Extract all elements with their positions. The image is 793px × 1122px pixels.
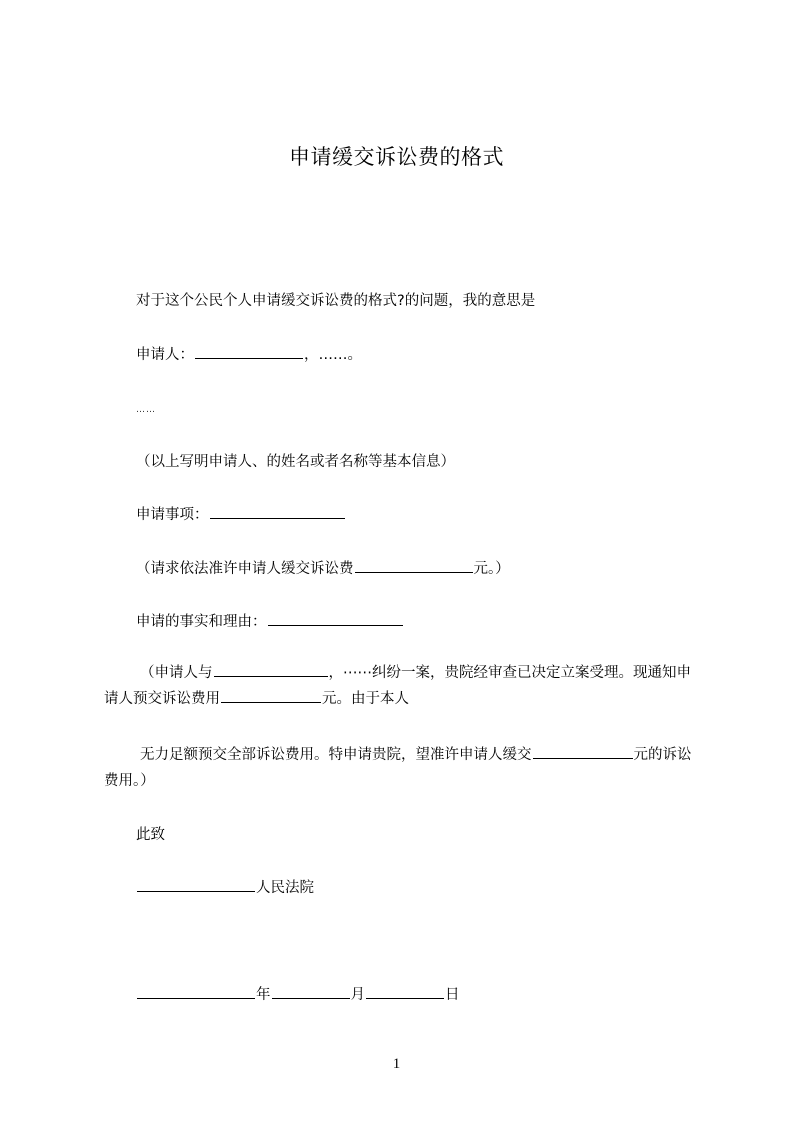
reason-blank xyxy=(268,612,403,626)
ellipsis-line: …… xyxy=(136,405,156,415)
court-suffix: 人民法院 xyxy=(256,880,314,896)
page-number: 1 xyxy=(392,1056,401,1072)
matter-blank xyxy=(210,505,345,519)
court-blank xyxy=(137,878,255,892)
prepay-amount-blank xyxy=(221,689,321,703)
date-month: 月 xyxy=(350,987,365,1003)
matter-line xyxy=(136,505,346,525)
applicant-blank xyxy=(195,345,303,359)
reason-paragraph-2 xyxy=(104,742,704,794)
matter-note-line xyxy=(136,559,510,579)
matter-note-pre: （请求依法准许申请人缓交诉讼费 xyxy=(136,561,354,577)
reason-p1-post: 元。由于本人 xyxy=(322,691,409,707)
defer-amount-blank xyxy=(533,745,633,759)
date-year: 年 xyxy=(256,987,271,1003)
reason-p1-mid: ，⋯⋯纠纷一案，贵院经审查已决定立案受理。现通知申请人预交诉讼费用 xyxy=(104,665,691,707)
date-line xyxy=(136,985,460,1005)
matter-label: 申请事项： xyxy=(136,507,209,523)
court-line xyxy=(136,878,314,898)
day-blank xyxy=(366,985,444,999)
date-day: 日 xyxy=(445,987,460,1003)
reason-p2-pre: 无力足额预交全部诉讼费用。特申请贵院，望准许申请人缓交 xyxy=(140,747,532,763)
matter-amount-blank xyxy=(355,559,473,573)
reason-line xyxy=(136,612,404,632)
applicant-label: 申请人： xyxy=(136,347,194,363)
applicant-line xyxy=(136,345,362,365)
month-blank xyxy=(272,985,350,999)
reason-paragraph-1 xyxy=(104,660,704,712)
applicant-tail: ，……。 xyxy=(304,347,362,363)
applicant-note: （以上写明申请人、的姓名或者名称等基本信息） xyxy=(136,454,455,470)
reason-p2-post: 元的诉讼费用。） xyxy=(104,747,692,789)
salutation: 此致 xyxy=(136,827,165,843)
other-party-blank xyxy=(214,663,328,677)
year-blank xyxy=(137,985,255,999)
reason-p1-pre: （申请人与 xyxy=(140,665,213,681)
document-title: 申请缓交诉讼费的格式 xyxy=(289,145,504,169)
intro-line: 对于这个公民个人申请缓交诉讼费的格式?的问题，我的意思是 xyxy=(136,293,536,309)
matter-note-post: 元。） xyxy=(473,561,510,577)
reason-label: 申请的事实和理由： xyxy=(136,614,267,630)
